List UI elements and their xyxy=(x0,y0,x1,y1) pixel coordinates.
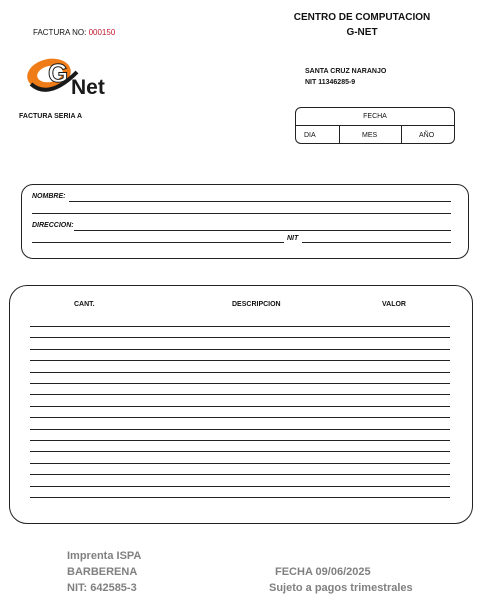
column-header-quantity: CANT. xyxy=(74,301,95,308)
logo-letter: G xyxy=(48,58,69,88)
column-header-description: DESCRIPCION xyxy=(232,301,281,308)
date-month-label: MES xyxy=(362,132,378,139)
client-address-label: DIRECCION: xyxy=(32,222,74,229)
client-nit-label: NIT xyxy=(287,235,299,242)
date-day-label: DIA xyxy=(304,132,316,139)
date-box-separator-1 xyxy=(339,125,340,143)
client-info-box xyxy=(21,184,469,259)
items-table xyxy=(9,285,473,524)
gnet-logo xyxy=(25,52,140,98)
payment-note: Sujeto a pagos trimestrales xyxy=(269,582,413,594)
date-year-label: AÑO xyxy=(419,132,435,139)
company-name: CENTRO DE COMPUTACION xyxy=(293,12,431,23)
date-box-separator-2 xyxy=(401,125,402,143)
printer-name: Imprenta ISPA xyxy=(67,550,142,562)
printer-nit: NIT: 642585-3 xyxy=(67,582,137,594)
company-nit: NIT 11346285-9 xyxy=(305,79,356,86)
client-address-line[interactable] xyxy=(74,230,451,231)
logo-text: Net xyxy=(71,76,105,98)
client-address-line-2[interactable] xyxy=(32,242,284,243)
invoice-number-label: FACTURA NO: xyxy=(33,28,87,37)
print-date: FECHA 09/06/2025 xyxy=(275,566,371,578)
printer-city: BARBERENA xyxy=(67,566,138,578)
client-name-line-2[interactable] xyxy=(32,213,451,214)
invoice-number-row xyxy=(33,28,115,37)
column-header-value: VALOR xyxy=(382,301,406,308)
date-box-title: FECHA xyxy=(363,113,387,120)
client-name-label: NOMBRE: xyxy=(32,193,66,200)
invoice-series: FACTURA SERIA A xyxy=(19,113,82,120)
date-box xyxy=(295,107,455,144)
company-brand: G-NET xyxy=(346,27,378,38)
client-name-line[interactable] xyxy=(69,201,451,202)
gnet-logo-graphic xyxy=(25,52,140,98)
client-nit-line[interactable] xyxy=(302,242,451,243)
company-address: SANTA CRUZ NARANJO xyxy=(305,68,387,75)
invoice-number: 000150 xyxy=(88,28,116,37)
date-box-divider xyxy=(296,125,454,126)
